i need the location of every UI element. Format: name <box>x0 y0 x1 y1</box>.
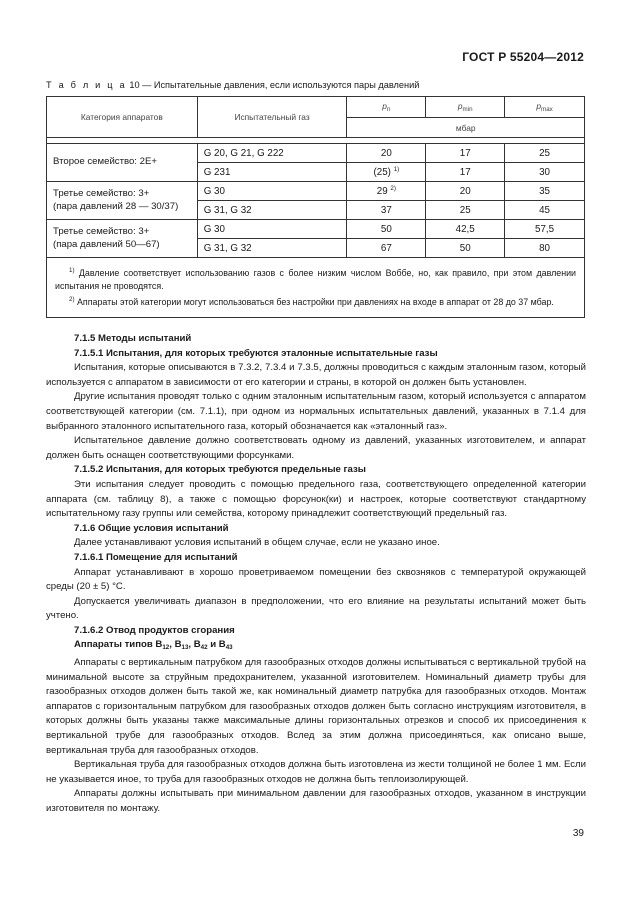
footnote-ref: 2) <box>390 185 396 192</box>
pn-cell: 50 <box>347 220 426 239</box>
table-caption <box>46 80 419 90</box>
test-pressures-table <box>46 96 585 318</box>
paragraph: Другие испытания проводят только с одним эталонным испытательным газом, который используется с аппаратом соответствующей категории (см. 7.1.1), при одном из нормальных испытательных давлений, указанных в 7.1.4 для выбранного эталонного испытательного газа, который обозначается как «эталонный газ». <box>46 391 586 432</box>
gas-cell: G 20, G 21, G 222 <box>197 144 347 163</box>
category-cell <box>47 220 198 258</box>
footnote: $^{2)}$ Аппараты этой категории могут использоваться без настройки при давлениях на входе в аппарат от 28 до 37 мбар. <box>69 296 554 307</box>
page-number: 39 <box>572 828 584 839</box>
category-pressure-pair: (пара давлений 28 — 30/37) <box>53 200 179 212</box>
category-cell: Второе семейство: 2Е+ <box>47 144 198 182</box>
gas-cell: G 231 <box>197 163 347 182</box>
header-pn: $p_n$ <box>347 97 426 118</box>
header-category: Категория аппаратов <box>47 97 198 138</box>
standard-number: ГОСТ Р 55204—2012 <box>462 50 584 64</box>
pn-cell: 20 <box>347 144 426 163</box>
table-caption-prefix: Т а б л и ц а <box>46 80 127 90</box>
paragraph: Испытания, которые описываются в 7.3.2, 7.3.4 и 7.3.5, должны проводиться с каждым эталонным газом, который используется с аппаратом в зависимости от его категории и страны, в которой он должен быть установлен. <box>46 362 586 388</box>
pmax-cell: 80 <box>505 239 585 258</box>
table-footnotes <box>47 258 585 318</box>
table-row <box>47 220 585 239</box>
section-heading: 7.1.6.2 Отвод продуктов сгорания <box>74 624 235 636</box>
category-line: Третье семейство: 3+ <box>53 188 150 199</box>
paragraph: Допускается увеличивать диапазон в предположении, что его влияние на результаты испытаний может быть учтено. <box>46 595 586 622</box>
gas-cell: G 30 <box>197 220 347 239</box>
table-caption-title: 10 — Испытательные давления, если используются пары давлений <box>129 80 420 90</box>
category-pressure-pair: (пара давлений 50—67) <box>53 238 160 250</box>
header-unit: мбар <box>347 118 585 138</box>
paragraph: Вертикальная труба для газообразных отходов должна быть изготовлена из жести толщиной не более 1 мм. Если не указывается иное, то труба для газообразных отходов не должна быть теплоизолирующей. <box>46 759 586 785</box>
pmax-cell: 45 <box>505 201 585 220</box>
paragraph: Аппараты с вертикальным патрубком для газообразных отходов должны испытываться с вертикальной трубой на минимальной высоте за струйным предохранителем, указанной изготовителем. Номинальный диаметр трубы для газообразных отходов должен быть такой же, как номинальный диаметр патрубка для газообразных отходов. Монтаж аппаратов с горизонтальным патрубком для газообразных отходов должен быть согласно инструкциям изготовителя, в которых должны быть указаны также максимальные длины горизонтальных отрезков и способ их присоединения к вертикальной трубе для газообразных отходов. Вслед за этим должна присоединяться, как описано выше, вертикальная труба для газообразных отходов. <box>46 657 586 756</box>
header-gas: Испытательный газ <box>197 97 347 138</box>
gas-cell: G 30 <box>197 182 347 201</box>
table-footnotes-row <box>47 258 585 318</box>
header-pmax: $p_{max}$ <box>505 97 585 118</box>
gas-cell: G 31, G 32 <box>197 239 347 258</box>
pn-cell: (25) $^{1)}$ <box>347 163 426 182</box>
section-heading: 7.1.5 Методы испытаний <box>74 333 192 344</box>
pmax-cell: 35 <box>505 182 585 201</box>
header-pmin: $p_{min}$ <box>426 97 505 118</box>
table-row <box>47 182 585 201</box>
pmin-cell: 20 <box>426 182 505 201</box>
pmax-cell: 30 <box>505 163 585 182</box>
section-heading: 7.1.6.1 Помещение для испытаний <box>74 551 238 563</box>
body-text <box>46 332 586 817</box>
appliance-types-heading: Аппараты типов $B_{12}$, $B_{13}$, $B_{42}$ и $B_{43}$ <box>74 639 233 652</box>
pmin-cell: 17 <box>426 163 505 182</box>
paragraph: Далее устанавливают условия испытаний в общем случае, если не указано иное. <box>74 537 440 549</box>
section-heading: 7.1.5.1 Испытания, для которых требуются эталонные испытательные газы <box>74 347 438 359</box>
paragraph: Эти испытания следует проводить с помощью предельного газа, соответствующего определенной категории аппарата (см. таблицу 8), а также с помощью форсунок(ки) и настроек, которые соответствуют стандартному испытательному газу группы или семейства, которому принадлежит соответствующий предельный газ. <box>46 478 586 520</box>
section-heading: 7.1.5.2 Испытания, для которых требуются предельные газы <box>74 464 366 476</box>
pmin-cell: 50 <box>426 239 505 258</box>
category-line: Третье семейство: 3+ <box>53 226 150 237</box>
pmax-cell: 57,5 <box>505 220 585 239</box>
pmin-cell: 17 <box>426 144 505 163</box>
table-row <box>47 144 585 163</box>
pmin-cell: 42,5 <box>426 220 505 239</box>
footnote: $^{1)}$ Давление соответствует использованию газов с более низким числом Воббе, но, как правило, при этом давлении испытания не проводятся. <box>55 267 577 291</box>
paragraph: Аппарат устанавливают в хорошо проветриваемом помещении без сквозняков с температурой окружающей среды (20 ± 5) °С. <box>46 566 586 593</box>
pmax-cell: 25 <box>505 144 585 163</box>
section-heading: 7.1.6 Общие условия испытаний <box>74 522 229 534</box>
pn-cell: 29 $^{2)}$ <box>347 182 426 201</box>
category-cell <box>47 182 198 220</box>
pmin-cell: 25 <box>426 201 505 220</box>
pn-cell: 67 <box>347 239 426 258</box>
paragraph: Испытательное давление должно соответствовать одному из давлений, указанных изготовителем, и аппарат должен быть оснащен соответствующими форсунками. <box>46 435 586 461</box>
gas-cell: G 31, G 32 <box>197 201 347 220</box>
footnote-ref: 1) <box>393 166 400 173</box>
paragraph: Аппараты должны испытывать при минимальном давлении для газообразных отходов, указанном в инструкции изготовителя по монтажу. <box>46 788 586 814</box>
pn-cell: 37 <box>347 201 426 220</box>
